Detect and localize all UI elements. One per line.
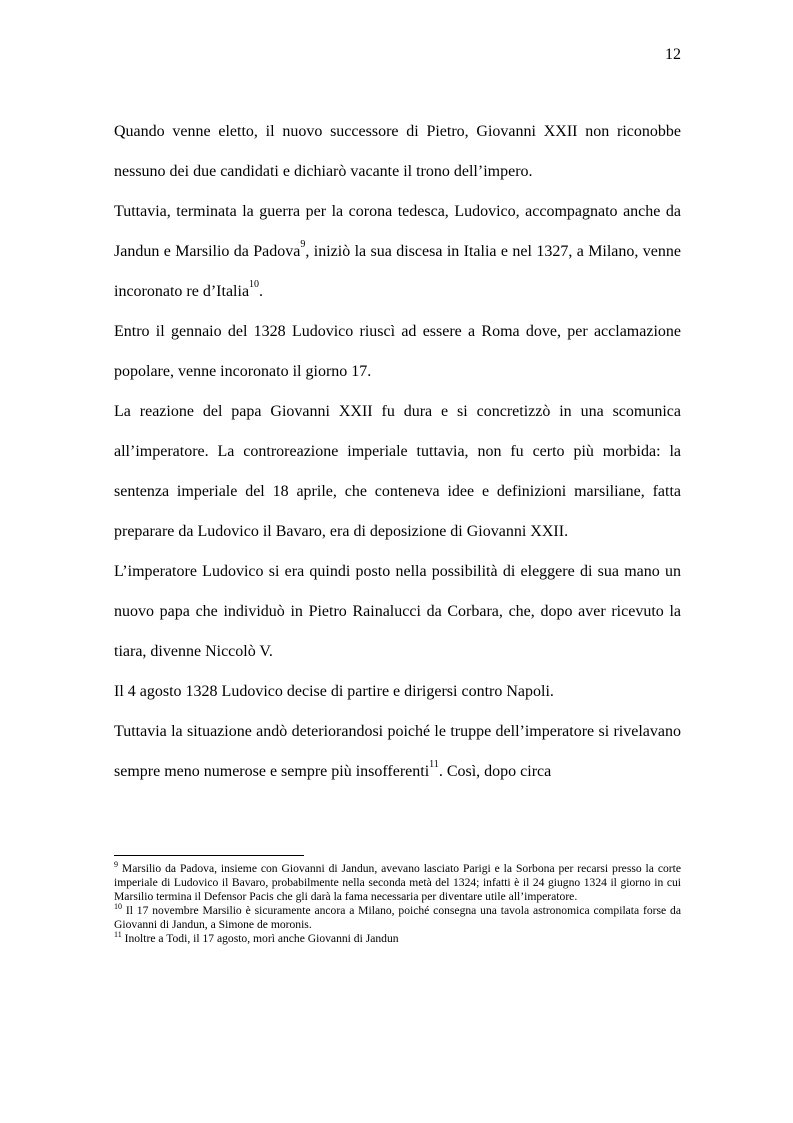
paragraph xyxy=(114,672,681,712)
footnote-number: 10 xyxy=(114,902,122,911)
footnote-ref-9[interactable]: 9 xyxy=(300,239,306,250)
footnote-ref-10[interactable]: 10 xyxy=(249,279,260,290)
body-text xyxy=(114,112,681,792)
footnote-separator xyxy=(114,855,304,856)
page-number: 12 xyxy=(665,46,681,63)
paragraph-text: Il 4 agosto 1328 Ludovico decise di partire e dirigersi contro Napoli. xyxy=(114,683,554,700)
footnote xyxy=(114,932,681,946)
paragraph xyxy=(114,192,681,312)
paragraph-text: . xyxy=(259,283,264,300)
paragraph-text: Tuttavia la situazione andò deteriorandosi poiché le truppe dell’imperatore si rivelavano sempre meno numerose e sempre più insofferenti xyxy=(114,723,681,780)
paragraph xyxy=(114,552,681,672)
footnote-text: Inoltre a Todi, il 17 agosto, morì anche Giovanni di Jandun xyxy=(121,932,399,945)
footnote-number: 9 xyxy=(114,860,118,869)
paragraph xyxy=(114,392,681,552)
paragraph-text: . Così, dopo circa xyxy=(438,763,552,780)
paragraph xyxy=(114,712,681,792)
footnote-text: Marsilio da Padova, insieme con Giovanni di Jandun, avevano lasciato Parigi e la Sorbona per recarsi presso la corte imperiale di Ludovico il Bavaro, probabilmente nella seconda metà del 1324; infatti è il 24 giugno 1324 il giorno in cui Marsilio termina il Defensor Pacis che gli darà la fama necessaria per diventare utile all’imperatore. xyxy=(114,862,681,903)
paragraph-text: Tuttavia, terminata la guerra per la corona tedesca, Ludovico, accompagnato anche da Jandun e Marsilio da Padova xyxy=(114,203,681,260)
paragraph-text: L’imperatore Ludovico si era quindi posto nella possibilità di eleggere di sua mano un nuovo papa che individuò in Pietro Rainalucci da Corbara, che, dopo aver ricevuto la tiara, divenne Niccolò V. xyxy=(114,563,681,660)
footnote-number: 11 xyxy=(114,930,122,939)
footnote-ref-11[interactable]: 11 xyxy=(429,759,439,770)
footnotes xyxy=(114,862,681,946)
footnote xyxy=(114,904,681,932)
paragraph-text: La reazione del papa Giovanni XXII fu dura e si concretizzò in una scomunica all’imperatore. La controreazione imperiale tuttavia, non fu certo più morbida: la sentenza imperiale del 18 aprile, che conteneva idee e definizioni marsiliane, fatta preparare da Ludovico il Bavaro, era di deposizione di Giovanni XXII. xyxy=(114,403,681,540)
paragraph xyxy=(114,112,681,192)
footnote xyxy=(114,862,681,904)
paragraph-text: Quando venne eletto, il nuovo successore di Pietro, Giovanni XXII non riconobbe nessuno dei due candidati e dichiarò vacante il trono dell’impero. xyxy=(114,123,681,180)
paragraph-text: Entro il gennaio del 1328 Ludovico riuscì ad essere a Roma dove, per acclamazione popolare, venne incoronato il giorno 17. xyxy=(114,323,681,380)
paragraph xyxy=(114,312,681,392)
footnote-text: Il 17 novembre Marsilio è sicuramente ancora a Milano, poiché consegna una tavola astronomica compilata forse da Giovanni di Jandun, a Simone de moronis. xyxy=(114,904,681,931)
paragraph-text: , iniziò la sua discesa in Italia e nel 1327, a Milano, venne incoronato re d’Italia xyxy=(114,243,681,300)
